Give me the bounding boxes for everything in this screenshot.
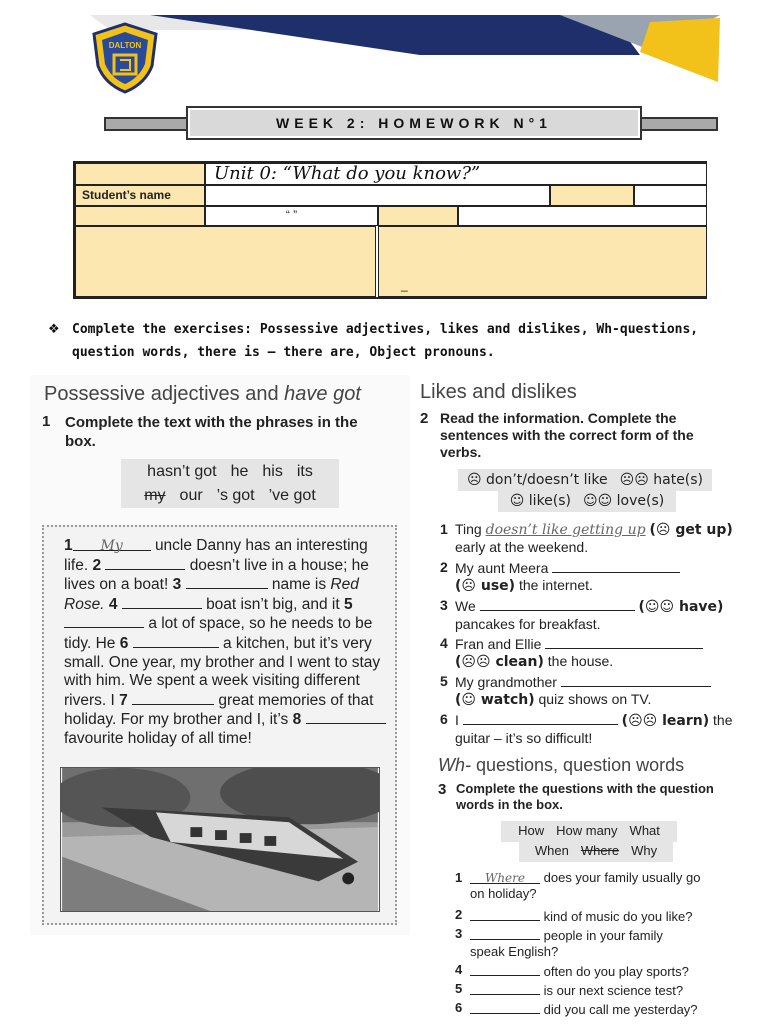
item-number: 5 — [440, 673, 448, 689]
info-field[interactable] — [634, 185, 707, 206]
ex3-item-5: is our next science test? — [470, 981, 740, 999]
item-number: 5 — [455, 981, 463, 996]
page-title: WEEK 2: HOMEWORK N°1 — [186, 106, 642, 140]
ex2-item-5: My grandmother (☺ watch) quiz shows on TV. — [455, 673, 750, 709]
info-box-right — [378, 226, 707, 297]
item-number: 1 — [455, 870, 463, 885]
exercise-1-panel — [30, 375, 410, 935]
unit-title: Unit 0: “What do you know?” — [205, 163, 707, 185]
school-logo — [90, 22, 160, 94]
ex3-blank-6[interactable] — [470, 1000, 540, 1014]
word-option-used: Where — [580, 843, 620, 858]
item-number: 4 — [455, 962, 463, 977]
ex3-item-6: did you call me yesterday? — [470, 1000, 740, 1018]
question-word-box-row-2 — [519, 841, 673, 862]
blank-5[interactable] — [64, 614, 144, 628]
verb-option: ☺☺ love(s) — [583, 493, 665, 509]
instruction-text: Complete the exercises: Possessive adjectives, likes and dislikes, Wh-questions, question words, there is – there are, Object pronouns. — [72, 322, 699, 360]
quotes-field[interactable]: “ ” — [205, 206, 378, 226]
exercise-2-number: 2 — [420, 410, 429, 427]
word-option: he — [230, 463, 249, 480]
item-number: 3 — [440, 597, 448, 613]
verb-option: ☺ like(s) — [509, 493, 572, 509]
word-option: its — [296, 463, 313, 480]
exercise-2-instruction: Read the information. Complete the sentences with the correct form of the verbs. — [440, 410, 694, 460]
item-number: 4 — [440, 635, 448, 651]
svg-text:DALTON: DALTON — [108, 41, 142, 50]
word-box-row-2 — [121, 483, 339, 508]
word-option: How — [518, 823, 545, 838]
ex3-blank-3[interactable] — [470, 926, 540, 940]
question-word-box-row-1 — [501, 821, 677, 842]
ex2-blank-2[interactable] — [552, 559, 680, 573]
item-number: 1 — [440, 521, 448, 537]
ex3-item-4: often do you play sports? — [470, 962, 740, 980]
exercise-3-number: 3 — [438, 781, 447, 798]
ex2-item-3: We (☺☺ have) pancakes for breakfast. — [455, 598, 724, 632]
exercise-3-instruction: Complete the questions with the question words in the box. — [456, 781, 714, 812]
item-number: 2 — [440, 559, 448, 575]
exercise-1-title: Possessive adjectives and have got — [44, 383, 361, 405]
info-cell — [378, 206, 458, 226]
verb-option: ☹☹ hate(s) — [619, 472, 704, 488]
word-option: hasn’t got — [147, 463, 217, 480]
item-number: 6 — [440, 711, 448, 727]
blank-1[interactable]: My — [73, 537, 151, 551]
ex3-item-3: people in your family speak English? — [470, 928, 663, 959]
blank-4[interactable] — [122, 595, 202, 609]
ex2-item-2: My aunt Meera (☹ use) the internet. — [455, 559, 745, 595]
ex2-item-4: Fran and Ellie (☹☹ clean) the house. — [455, 635, 745, 671]
verb-option: ☹ don’t/doesn’t like — [466, 472, 608, 488]
word-option: his — [262, 463, 283, 480]
word-option: Why — [631, 843, 658, 858]
info-field[interactable] — [458, 206, 707, 226]
story-text: 1 My uncle Danny has an interesting life. 2 doesn’t live in a house; he lives on a boat! 3 name is Red Rose. 4 boat isn’t big, and it 5 a lot of space, so he needs to be tidy. He 6 a kitchen, but it’s very small. One year, my brother and I went to stay with him. We spent a week visiting different rivers. I 7 great memories of that holiday. For my brother and I, it’s 8 favourite holiday of all time! — [64, 537, 394, 749]
exercise-1-instruction: Complete the text with the phrases in the box. — [65, 414, 358, 450]
ex2-blank-3[interactable] — [480, 597, 635, 611]
ex2-blank-5[interactable] — [561, 673, 711, 687]
word-option-used: my — [144, 487, 166, 504]
diamond-bullet-icon: ❖ — [48, 322, 60, 337]
ex2-item-1: Ting doesn’t like getting up (☹ get up) early at the weekend. — [455, 521, 733, 555]
blank-8[interactable] — [306, 710, 386, 724]
ex3-item-2: kind of music do you like? — [470, 907, 740, 925]
exercise-2-title: Likes and dislikes — [420, 381, 577, 403]
canal-boat-photo — [60, 767, 380, 912]
exercise-3-title: Wh- questions, question words — [438, 755, 685, 775]
exercise-2-3-panel — [413, 375, 748, 1020]
word-box-row-1 — [121, 459, 339, 484]
item-number: 6 — [455, 1000, 463, 1015]
student-name-field[interactable] — [205, 185, 550, 206]
blank-3[interactable] — [186, 575, 268, 589]
ex3-item-1: Where does your family usually go on holiday? — [470, 870, 701, 901]
info-box-left — [75, 226, 376, 297]
info-cell — [550, 185, 634, 206]
word-option: What — [629, 823, 660, 838]
word-option: ’s got — [216, 487, 255, 504]
ex3-blank-2[interactable] — [470, 907, 540, 921]
info-cell — [75, 163, 205, 185]
ex2-blank-4[interactable] — [545, 635, 703, 649]
word-option: How many — [556, 823, 618, 838]
ex2-blank-6[interactable] — [463, 711, 618, 725]
info-cell — [75, 206, 205, 226]
verb-box-row-1 — [458, 469, 712, 491]
blank-7[interactable] — [132, 691, 214, 705]
ex3-blank-4[interactable] — [470, 962, 540, 976]
word-option: ’ve got — [268, 487, 316, 504]
exercise-1-number: 1 — [42, 413, 51, 430]
dash-mark: _ — [401, 278, 408, 292]
ex2-item-6: I (☹☹ learn) the guitar – it’s so difficult! — [455, 712, 733, 746]
blank-2[interactable] — [105, 556, 185, 570]
student-name-label: Student’s name — [75, 185, 205, 206]
word-option: our — [179, 487, 203, 504]
ex2-answer-1[interactable]: doesn’t like getting up — [485, 522, 646, 538]
word-option: When — [534, 843, 569, 858]
ex3-answer-1[interactable]: Where — [470, 870, 540, 884]
item-number: 3 — [455, 926, 463, 941]
student-info-table — [73, 161, 707, 299]
ex3-blank-5[interactable] — [470, 981, 540, 995]
instructions — [48, 318, 728, 364]
verb-box-row-2 — [498, 490, 676, 512]
item-number: 2 — [455, 907, 463, 922]
blank-6[interactable] — [133, 634, 219, 648]
